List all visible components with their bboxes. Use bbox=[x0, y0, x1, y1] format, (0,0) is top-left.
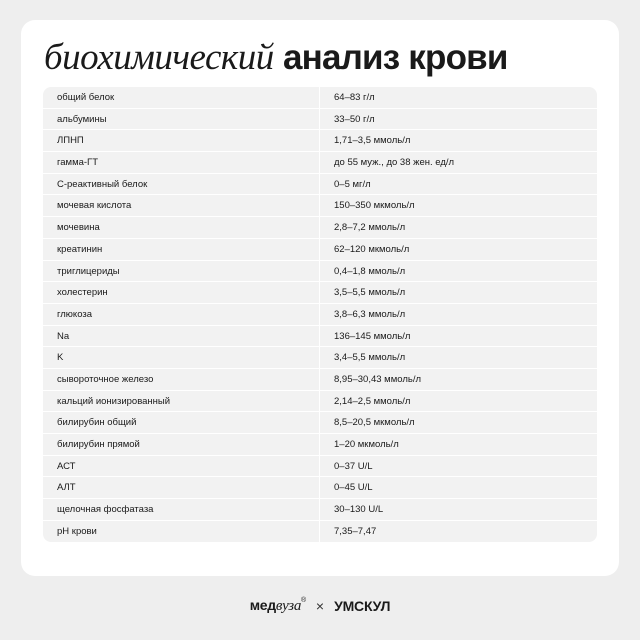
table-row bbox=[43, 391, 597, 413]
table-row bbox=[43, 347, 597, 369]
reference-value: 7,35–7,47 bbox=[334, 525, 377, 537]
parameter-name: кальций ионизированный bbox=[43, 391, 320, 412]
reference-value: 3,4–5,5 ммоль/л bbox=[334, 352, 406, 364]
reference-value: 64–83 г/л bbox=[334, 92, 375, 103]
footer-logos bbox=[0, 594, 640, 618]
reference-value: 62–120 мкмоль/л bbox=[334, 243, 410, 255]
parameter-name: K bbox=[43, 347, 320, 368]
table-row bbox=[43, 282, 597, 304]
cross-separator-icon: × bbox=[315, 598, 325, 614]
parameter-name: pH крови bbox=[43, 521, 320, 543]
reference-value: до 55 муж., до 38 жен. ед/л bbox=[334, 157, 455, 169]
table-row bbox=[43, 239, 597, 261]
table-row bbox=[43, 412, 597, 434]
parameter-name: глюкоза bbox=[43, 304, 320, 325]
reference-value: 0–5 мг/л bbox=[334, 178, 371, 190]
reference-value: 0–37 U/L bbox=[334, 460, 373, 472]
table-row bbox=[43, 499, 597, 521]
table-row bbox=[43, 109, 597, 131]
table-row bbox=[43, 152, 597, 174]
reference-value: 8,95–30,43 ммоль/л bbox=[334, 373, 421, 385]
parameter-name: сывороточное железо bbox=[43, 369, 320, 390]
parameter-name: щелочная фосфатаза bbox=[43, 499, 320, 520]
reference-value: 2,14–2,5 ммоль/л bbox=[334, 395, 411, 407]
reference-value: 150–350 мкмоль/л bbox=[334, 200, 415, 212]
umskul-logo: УМСКУЛ bbox=[334, 598, 391, 614]
parameter-name: мочевая кислота bbox=[43, 195, 320, 216]
reference-value: 1,71–3,5 ммоль/л bbox=[334, 135, 411, 147]
table-row bbox=[43, 369, 597, 391]
medvuza-logo: медвуза® bbox=[249, 597, 306, 614]
reference-value: 3,8–6,3 ммоль/л bbox=[334, 308, 406, 320]
content-card bbox=[21, 20, 619, 576]
reference-value: 30–130 U/L bbox=[334, 504, 384, 516]
reference-value: 2,8–7,2 ммоль/л bbox=[334, 222, 406, 234]
parameter-name: АСТ bbox=[43, 456, 320, 477]
table-row bbox=[43, 304, 597, 326]
parameter-name: билирубин общий bbox=[43, 412, 320, 433]
reference-value: 0–45 U/L bbox=[334, 482, 373, 494]
reference-value: 3,5–5,5 ммоль/л bbox=[334, 287, 406, 299]
reference-value: 1–20 мкмоль/л bbox=[334, 439, 399, 450]
title-bold-part: анализ крови bbox=[282, 38, 508, 77]
table-row bbox=[43, 456, 597, 478]
table-row bbox=[43, 521, 597, 543]
parameter-name: триглицериды bbox=[43, 261, 320, 282]
table-row bbox=[43, 477, 597, 499]
table-row bbox=[43, 326, 597, 348]
table-row bbox=[43, 434, 597, 456]
table-row bbox=[43, 217, 597, 239]
reference-values-table bbox=[43, 87, 597, 542]
parameter-name: ЛПНП bbox=[43, 130, 320, 151]
parameter-name: АЛТ bbox=[43, 477, 320, 498]
parameter-name: мочевина bbox=[43, 217, 320, 238]
reference-value: 136–145 ммоль/л bbox=[334, 330, 411, 342]
parameter-name: альбумины bbox=[43, 109, 320, 130]
title-italic-part: биохимический bbox=[44, 37, 274, 78]
table-row bbox=[43, 261, 597, 283]
reference-value: 33–50 г/л bbox=[334, 113, 375, 125]
parameter-name: Na bbox=[43, 326, 320, 347]
table-row bbox=[43, 130, 597, 152]
parameter-name: билирубин прямой bbox=[43, 434, 320, 455]
parameter-name: общий белок bbox=[43, 87, 320, 108]
parameter-name: гамма-ГТ bbox=[43, 152, 320, 173]
table-row bbox=[43, 87, 597, 109]
table-row bbox=[43, 174, 597, 196]
page-title bbox=[44, 38, 508, 78]
parameter-name: холестерин bbox=[43, 282, 320, 303]
table-row bbox=[43, 195, 597, 217]
parameter-name: С-реактивный белок bbox=[43, 174, 320, 195]
reference-value: 0,4–1,8 ммоль/л bbox=[334, 265, 406, 277]
reference-value: 8,5–20,5 мкмоль/л bbox=[334, 417, 415, 429]
parameter-name: креатинин bbox=[43, 239, 320, 260]
